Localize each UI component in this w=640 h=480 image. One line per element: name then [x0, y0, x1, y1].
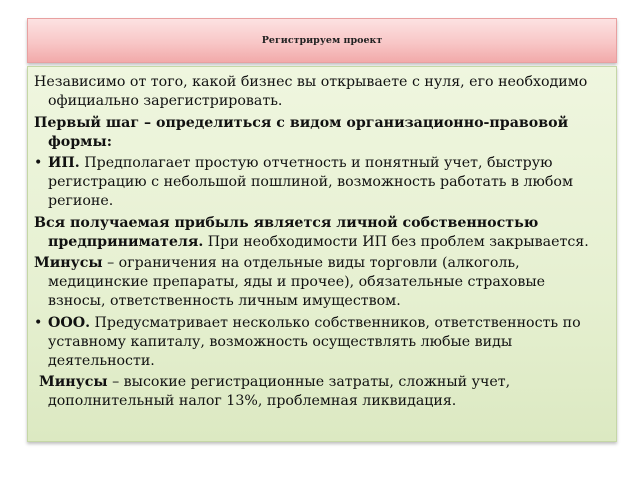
- ooo-bullet: [34, 314, 606, 371]
- bullet-icon: •: [34, 314, 43, 331]
- ooo-cons-paragraph: [34, 373, 606, 411]
- ip-cons-text: – ограничения на отдельные виды торговли (алкоголь, медицинские препараты, яды и прочее), обязательные страховые взносы, ответственность личным имуществом.: [48, 255, 546, 309]
- ip-bullet: [34, 154, 606, 211]
- ooo-description: Предусматривает несколько собственников, ответственность по уставному капиталу, возможность осуществлять любые виды деятельности.: [48, 314, 581, 369]
- ooo-cons-text: – высокие регистрационные затраты, сложный учет, дополнительный налог 13%, проблемная ликвидация.: [48, 374, 511, 409]
- intro-paragraph: [34, 73, 606, 111]
- ooo-label: ООО.: [48, 314, 91, 331]
- profit-paragraph: [34, 214, 606, 252]
- slide-title: Регистрируем проект: [261, 35, 383, 46]
- ooo-cons-label: Минусы: [39, 374, 108, 390]
- intro-text: Независимо от того, какой бизнес вы открываете с нуля, его необходимо официально зарегистрировать.: [34, 74, 588, 109]
- ip-description: Предполагает простую отчетность и понятный учет, быструю регистрацию с небольшой пошлиной, возможность работать в любом регионе.: [48, 155, 574, 209]
- slide-content: [27, 66, 617, 442]
- ip-cons-paragraph: [34, 254, 606, 311]
- first-step-paragraph: [34, 114, 606, 152]
- profit-text: При необходимости ИП без проблем закрывается.: [203, 233, 589, 250]
- bullet-icon: •: [34, 155, 43, 171]
- ip-cons-label: Минусы: [34, 255, 103, 271]
- ip-label: ИП.: [48, 155, 80, 171]
- slide-title-bar: [27, 18, 617, 63]
- first-step-text: Первый шаг – определиться с видом организационно-правовой формы:: [34, 114, 569, 150]
- profit-bold-text: Вся получаемая прибыль является личной собственностью предпринимателя.: [34, 214, 539, 250]
